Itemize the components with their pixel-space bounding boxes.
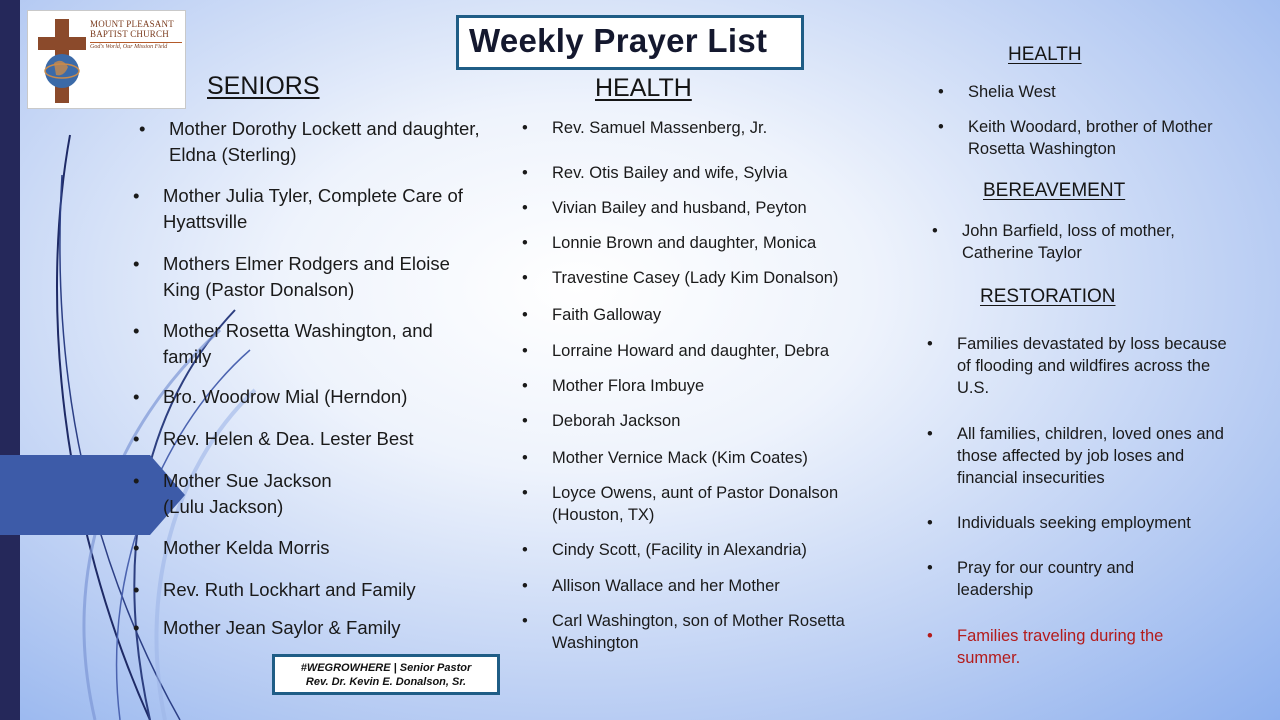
list-item: • Mother Julia Tyler, Complete Care of Hyattsville bbox=[163, 183, 503, 235]
seniors-heading: SENIORS bbox=[207, 72, 320, 100]
bereavement-heading: BEREAVEMENT bbox=[983, 180, 1126, 201]
list-item: • Carl Washington, son of Mother Rosetta Washington bbox=[552, 610, 887, 654]
list-item: • Mother Vernice Mack (Kim Coates) bbox=[552, 447, 897, 469]
list-item: • Loyce Owens, aunt of Pastor Donalson (Houston, TX) bbox=[552, 482, 872, 526]
list-item: • Mother Dorothy Lockett and daughter, Eldna (Sterling) bbox=[169, 116, 499, 168]
list-item: • Mother Kelda Morris bbox=[163, 535, 503, 561]
footer-line1: #WEGROWHERE | Senior Pastor bbox=[300, 662, 472, 674]
list-item: • Pray for our country and leadership bbox=[957, 557, 1172, 601]
list-item: • John Barfield, loss of mother, Catherine Taylor bbox=[962, 220, 1212, 264]
list-item: • Faith Galloway bbox=[552, 304, 897, 326]
list-item: • Vivian Bailey and husband, Peyton bbox=[552, 197, 897, 219]
list-item: • Bro. Woodrow Mial (Herndon) bbox=[163, 384, 503, 410]
church-logo bbox=[27, 10, 186, 109]
title-box bbox=[456, 15, 804, 70]
list-item: • Mother Sue Jackson (Lulu Jackson) bbox=[163, 468, 363, 520]
logo-name-line1: MOUNT PLEASANT bbox=[90, 19, 174, 29]
list-item: • Keith Woodard, brother of Mother Rosetta Washington bbox=[968, 116, 1248, 160]
list-item: • Rev. Ruth Lockhart and Family bbox=[163, 577, 503, 603]
restoration-heading: RESTORATION bbox=[980, 286, 1116, 307]
list-item: • Travestine Casey (Lady Kim Donalson) bbox=[552, 267, 897, 289]
list-item: • Lonnie Brown and daughter, Monica bbox=[552, 232, 897, 254]
list-item: • Mothers Elmer Rodgers and Eloise King (Pastor Donalson) bbox=[163, 251, 488, 303]
cross-globe-icon bbox=[33, 13, 93, 108]
list-item: • Allison Wallace and her Mother bbox=[552, 575, 897, 597]
health-heading-right: HEALTH bbox=[1008, 44, 1082, 65]
health-heading: HEALTH bbox=[595, 74, 692, 102]
footer-box bbox=[272, 654, 500, 695]
list-item: • Shelia West bbox=[968, 81, 1258, 103]
list-item: • Rev. Helen & Dea. Lester Best bbox=[163, 426, 503, 452]
arrow-tab bbox=[0, 455, 185, 535]
list-item: • Lorraine Howard and daughter, Debra bbox=[552, 340, 897, 362]
page-title: Weekly Prayer List bbox=[469, 22, 768, 59]
list-item: • Deborah Jackson bbox=[552, 410, 897, 432]
list-item-highlight: • Families traveling during the summer. bbox=[957, 625, 1207, 669]
list-item: • Families devastated by loss because of flooding and wildfires across the U.S. bbox=[957, 333, 1232, 399]
list-item: • Mother Flora Imbuye bbox=[552, 375, 897, 397]
list-item: • Cindy Scott, (Facility in Alexandria) bbox=[552, 539, 897, 561]
list-item: • All families, children, loved ones and those affected by job loses and financial insecurities bbox=[957, 423, 1232, 489]
footer-line2: Rev. Dr. Kevin E. Donalson, Sr. bbox=[305, 676, 467, 688]
list-item: • Rev. Otis Bailey and wife, Sylvia bbox=[552, 162, 897, 184]
logo-name-line2: BAPTIST CHURCH bbox=[90, 29, 169, 39]
list-item: • Mother Rosetta Washington, and family bbox=[163, 318, 473, 370]
list-item: • Rev. Samuel Massenberg, Jr. bbox=[552, 117, 897, 139]
logo-tagline: God's World, Our Mission Field bbox=[90, 42, 182, 50]
list-item: • Individuals seeking employment bbox=[957, 512, 1247, 534]
list-item: • Mother Jean Saylor & Family bbox=[163, 615, 503, 641]
